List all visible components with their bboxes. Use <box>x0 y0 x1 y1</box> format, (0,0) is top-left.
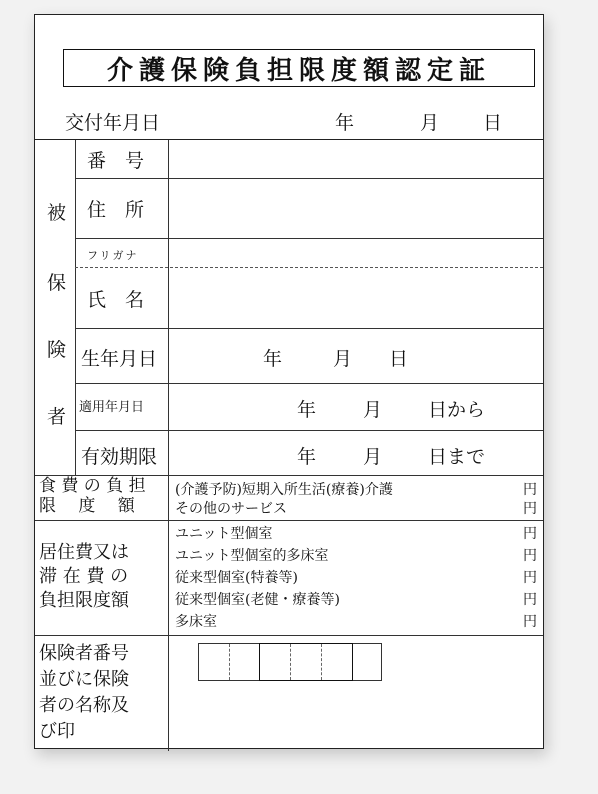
applied-year: 年 <box>297 399 317 421</box>
meal-item-short-stay: (介護予防)短期入所生活(療養)介護 <box>175 482 393 498</box>
issue-date-month: 月 <box>420 112 440 134</box>
stay-item-unit-private: ユニット型個室 <box>175 526 273 542</box>
stay-item-multi-bed-unit: 円 <box>523 614 537 630</box>
stay-item-unit-semi-private-unit: 円 <box>523 548 537 564</box>
certificate-card <box>34 14 544 749</box>
insurer-label-line-3: 者の名称及 <box>39 695 129 716</box>
insurer-label-line-4: び印 <box>39 721 75 742</box>
stay-limit-label-line-3: 負担限度額 <box>39 590 129 611</box>
meal-limit-label-line-1: 食 費 の 負 担 <box>39 476 146 496</box>
applied-month: 月 <box>363 399 383 421</box>
insured-label-char-3: 険 <box>47 339 67 361</box>
insurer-number-boxes <box>198 643 382 681</box>
stay-item-conventional-private-tokuyo: 従来型個室(特養等) <box>175 570 298 586</box>
stay-item-conventional-private-tokuyo-unit: 円 <box>523 570 537 586</box>
issue-date-day: 日 <box>483 112 503 134</box>
meal-item-short-stay-unit: 円 <box>523 482 537 498</box>
number-label: 番 号 <box>87 150 145 172</box>
stay-limit-label-line-1: 居住費又は <box>39 542 129 563</box>
address-label: 住 所 <box>87 199 145 221</box>
applied-date-label: 適用年月日 <box>79 400 145 415</box>
issue-date-year: 年 <box>335 112 355 134</box>
insurer-number-highlight <box>259 643 353 681</box>
stay-item-unit-private-unit: 円 <box>523 526 537 542</box>
insured-label-char-1: 被 <box>47 202 67 224</box>
insurer-label-line-1: 保険者番号 <box>39 643 129 664</box>
stay-limit-label-line-2: 滞 在 費 の <box>39 566 129 587</box>
issue-date-label: 交付年月日 <box>65 112 161 134</box>
furigana-label: フリガナ <box>87 249 139 262</box>
stay-item-multi-bed: 多床室 <box>175 614 217 630</box>
certificate-title: 介護保険負担限度額認定証 <box>63 49 535 87</box>
meal-limit-label-line-2: 限 度 額 <box>39 496 135 516</box>
birth-date-label: 生年月日 <box>81 348 158 370</box>
birth-month: 月 <box>333 348 353 370</box>
applied-day: 日から <box>428 399 486 421</box>
stay-item-conventional-private-roken-unit: 円 <box>523 592 537 608</box>
meal-item-other-unit: 円 <box>523 501 537 517</box>
valid-year: 年 <box>297 446 317 468</box>
valid-month: 月 <box>363 446 383 468</box>
birth-year: 年 <box>263 348 283 370</box>
insured-label-char-4: 者 <box>47 406 67 428</box>
insurer-label-line-2: 並びに保険 <box>39 669 129 690</box>
certificate-table <box>35 139 543 750</box>
meal-item-other: その他のサービス <box>175 501 287 517</box>
birth-day: 日 <box>389 348 409 370</box>
valid-until-label: 有効期限 <box>81 446 158 468</box>
name-label: 氏 名 <box>87 289 145 311</box>
insured-label-char-2: 保 <box>47 272 67 294</box>
stay-item-unit-semi-private: ユニット型個室的多床室 <box>175 548 329 564</box>
valid-day: 日まで <box>428 446 486 468</box>
stay-item-conventional-private-roken: 従来型個室(老健・療養等) <box>175 592 340 608</box>
